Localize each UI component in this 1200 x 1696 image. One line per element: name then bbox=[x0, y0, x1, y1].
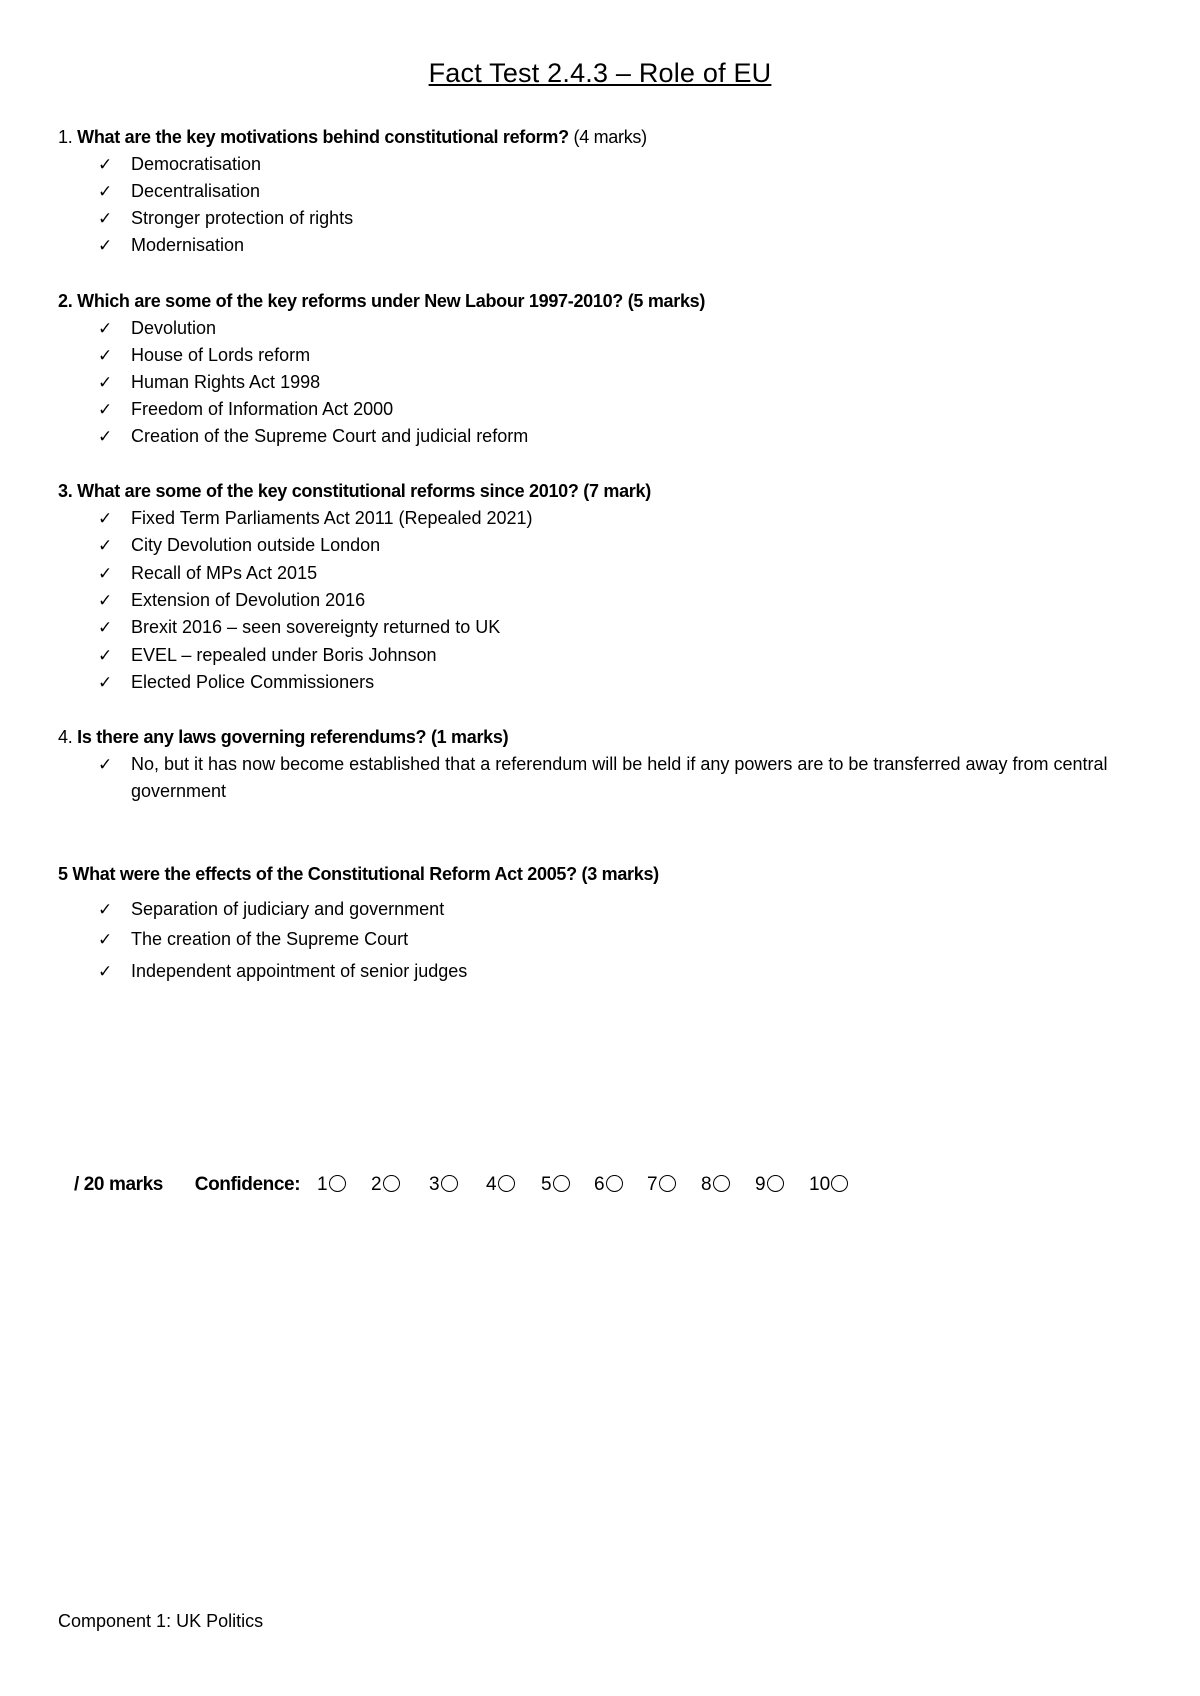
page-title: Fact Test 2.4.3 – Role of EU bbox=[428, 58, 772, 88]
check-icon: ✓ bbox=[98, 182, 113, 201]
check-icon: ✓ bbox=[98, 591, 113, 610]
radio-circle-icon[interactable] bbox=[606, 1175, 623, 1192]
check-icon: ✓ bbox=[98, 400, 113, 419]
confidence-option-1[interactable]: 1 bbox=[317, 1174, 346, 1196]
radio-circle-icon[interactable] bbox=[713, 1175, 730, 1192]
check-icon: ✓ bbox=[98, 618, 113, 637]
question-2-heading bbox=[58, 291, 705, 312]
check-icon: ✓ bbox=[98, 930, 113, 949]
check-icon: ✓ bbox=[98, 509, 113, 528]
question-text: Which are some of the key reforms under New Labour 1997-2010? bbox=[77, 291, 624, 311]
radio-circle-icon[interactable] bbox=[383, 1175, 400, 1192]
confidence-option-4[interactable]: 4 bbox=[486, 1174, 515, 1196]
check-icon: ✓ bbox=[98, 236, 113, 255]
confidence-option-2[interactable]: 2 bbox=[371, 1174, 400, 1196]
confidence-option-3[interactable]: 3 bbox=[429, 1174, 458, 1196]
check-icon: ✓ bbox=[98, 536, 113, 555]
question-number: 3. bbox=[58, 481, 73, 501]
question-marks: (5 marks) bbox=[627, 291, 706, 311]
check-icon: ✓ bbox=[98, 427, 113, 446]
question-5-heading bbox=[58, 864, 659, 885]
question-number: 2. bbox=[58, 291, 73, 311]
confidence-option-5[interactable]: 5 bbox=[541, 1174, 570, 1196]
question-number: 1. bbox=[58, 127, 73, 147]
check-icon: ✓ bbox=[98, 755, 113, 774]
confidence-option-7[interactable]: 7 bbox=[647, 1174, 676, 1196]
confidence-option-9[interactable]: 9 bbox=[755, 1174, 784, 1196]
radio-circle-icon[interactable] bbox=[553, 1175, 570, 1192]
score-row bbox=[74, 1174, 300, 1196]
confidence-option-6[interactable]: 6 bbox=[594, 1174, 623, 1196]
check-icon: ✓ bbox=[98, 346, 113, 365]
question-1-heading bbox=[58, 127, 647, 148]
question-text: What are some of the key constitutional reforms since 2010? bbox=[77, 481, 579, 501]
radio-circle-icon[interactable] bbox=[498, 1175, 515, 1192]
question-marks: (1 marks) bbox=[430, 727, 509, 747]
question-marks: (4 marks) bbox=[573, 127, 647, 147]
question-3-heading bbox=[58, 481, 651, 502]
confidence-option-10[interactable]: 10 bbox=[809, 1174, 848, 1196]
question-number: 5 bbox=[58, 864, 68, 884]
confidence-label: Confidence: bbox=[194, 1174, 301, 1195]
check-icon: ✓ bbox=[98, 646, 113, 665]
question-marks: (3 marks) bbox=[581, 864, 659, 884]
page-footer: Component 1: UK Politics bbox=[58, 1611, 264, 1631]
check-icon: ✓ bbox=[98, 373, 113, 392]
check-icon: ✓ bbox=[98, 962, 113, 981]
question-text: What were the effects of the Constitutional Reform Act 2005? bbox=[72, 864, 577, 884]
confidence-option-8[interactable]: 8 bbox=[701, 1174, 730, 1196]
question-number: 4. bbox=[58, 727, 73, 747]
question-marks: (7 mark) bbox=[583, 481, 651, 501]
radio-circle-icon[interactable] bbox=[329, 1175, 346, 1192]
question-4-heading bbox=[58, 727, 508, 748]
radio-circle-icon[interactable] bbox=[441, 1175, 458, 1192]
radio-circle-icon[interactable] bbox=[767, 1175, 784, 1192]
radio-circle-icon[interactable] bbox=[831, 1175, 848, 1192]
check-icon: ✓ bbox=[98, 900, 113, 919]
check-icon: ✓ bbox=[98, 319, 113, 338]
check-icon: ✓ bbox=[98, 155, 113, 174]
check-icon: ✓ bbox=[98, 564, 113, 583]
question-text: What are the key motivations behind constitutional reform? bbox=[77, 127, 569, 147]
check-icon: ✓ bbox=[98, 673, 113, 692]
check-icon: ✓ bbox=[98, 209, 113, 228]
question-text: Is there any laws governing referendums? bbox=[77, 727, 427, 747]
radio-circle-icon[interactable] bbox=[659, 1175, 676, 1192]
score-label: / 20 marks bbox=[74, 1174, 163, 1195]
